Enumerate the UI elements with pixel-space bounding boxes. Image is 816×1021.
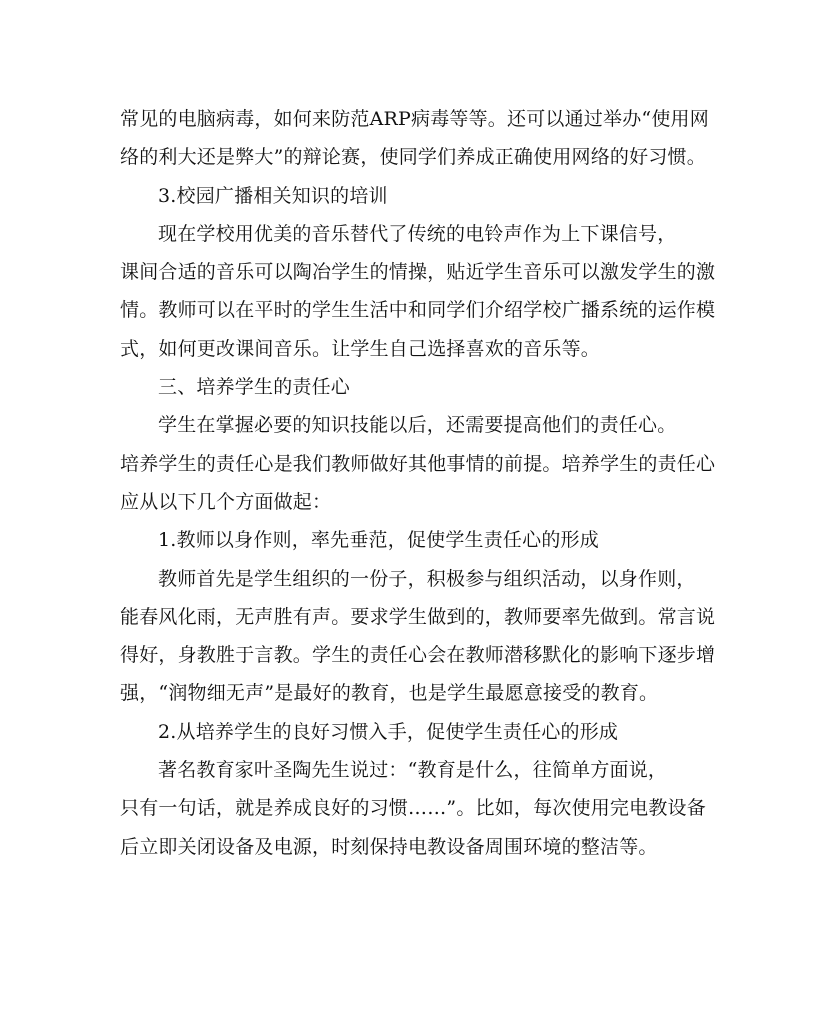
- paragraph: [120, 751, 706, 866]
- text-line: 能春风化雨，无声胜有声。要求学生做到的，教师要率先做到。常言说: [120, 605, 716, 628]
- section-heading: [120, 713, 696, 751]
- text-line: 应从以下几个方面做起：: [120, 490, 332, 513]
- text-line: 1.教师以身作则，率先垂范，促使学生责任心的形成: [158, 529, 599, 552]
- paragraph: [120, 406, 716, 521]
- text-line: 培养学生的责任心是我们教师做好其他事情的前提。培养学生的责任心: [120, 452, 716, 475]
- text-line: 3.校园广播相关知识的培训: [158, 184, 388, 207]
- text-line: 得好，身教胜于言教。学生的责任心会在教师潜移默化的影响下逐步增: [120, 644, 716, 667]
- text-line: 常见的电脑病毒，如何来防范ARP病毒等等。还可以通过举办“使用网: [120, 108, 709, 130]
- section-heading: [120, 368, 696, 406]
- text-line: 现在学校用优美的音乐替代了传统的电铃声作为上下课信号，: [158, 222, 677, 245]
- text-line: 只有一句话，就是养成良好的习惯……”。比如，每次使用完电教设备: [120, 797, 706, 820]
- text-line: 2.从培养学生的良好习惯入手，促使学生责任心的形成: [158, 720, 619, 743]
- text-line: 三、培养学生的责任心: [158, 376, 351, 399]
- section-heading: [120, 521, 696, 559]
- paragraph: [120, 100, 709, 177]
- text-line: 教师首先是学生组织的一份子，积极参与组织活动，以身作则，: [158, 567, 696, 590]
- text-line: 情。教师可以在平时的学生生活中和同学们介绍学校广播系统的运作模: [120, 299, 716, 322]
- text-line: 强，“润物细无声”是最好的教育，也是学生最愿意接受的教育。: [120, 682, 659, 705]
- paragraph: [120, 560, 716, 713]
- text-line: 著名教育家叶圣陶先生说过：“教育是什么，往简单方面说，: [158, 759, 668, 782]
- paragraph: [120, 215, 716, 368]
- text-line: 式，如何更改课间音乐。让学生自己选择喜欢的音乐等。: [120, 337, 601, 360]
- text-line: 学生在掌握必要的知识技能以后，还需要提高他们的责任心。: [158, 414, 677, 437]
- text-line: 络的利大还是弊大”的辩论赛，使同学们养成正确使用网络的好习惯。: [120, 146, 706, 169]
- document-body: [120, 100, 716, 866]
- text-line: 课间合适的音乐可以陶冶学生的情操，贴近学生音乐可以激发学生的激: [120, 261, 716, 284]
- section-heading: [120, 177, 696, 215]
- text-line: 后立即关闭设备及电源，时刻保持电教设备周围环境的整洁等。: [120, 835, 658, 858]
